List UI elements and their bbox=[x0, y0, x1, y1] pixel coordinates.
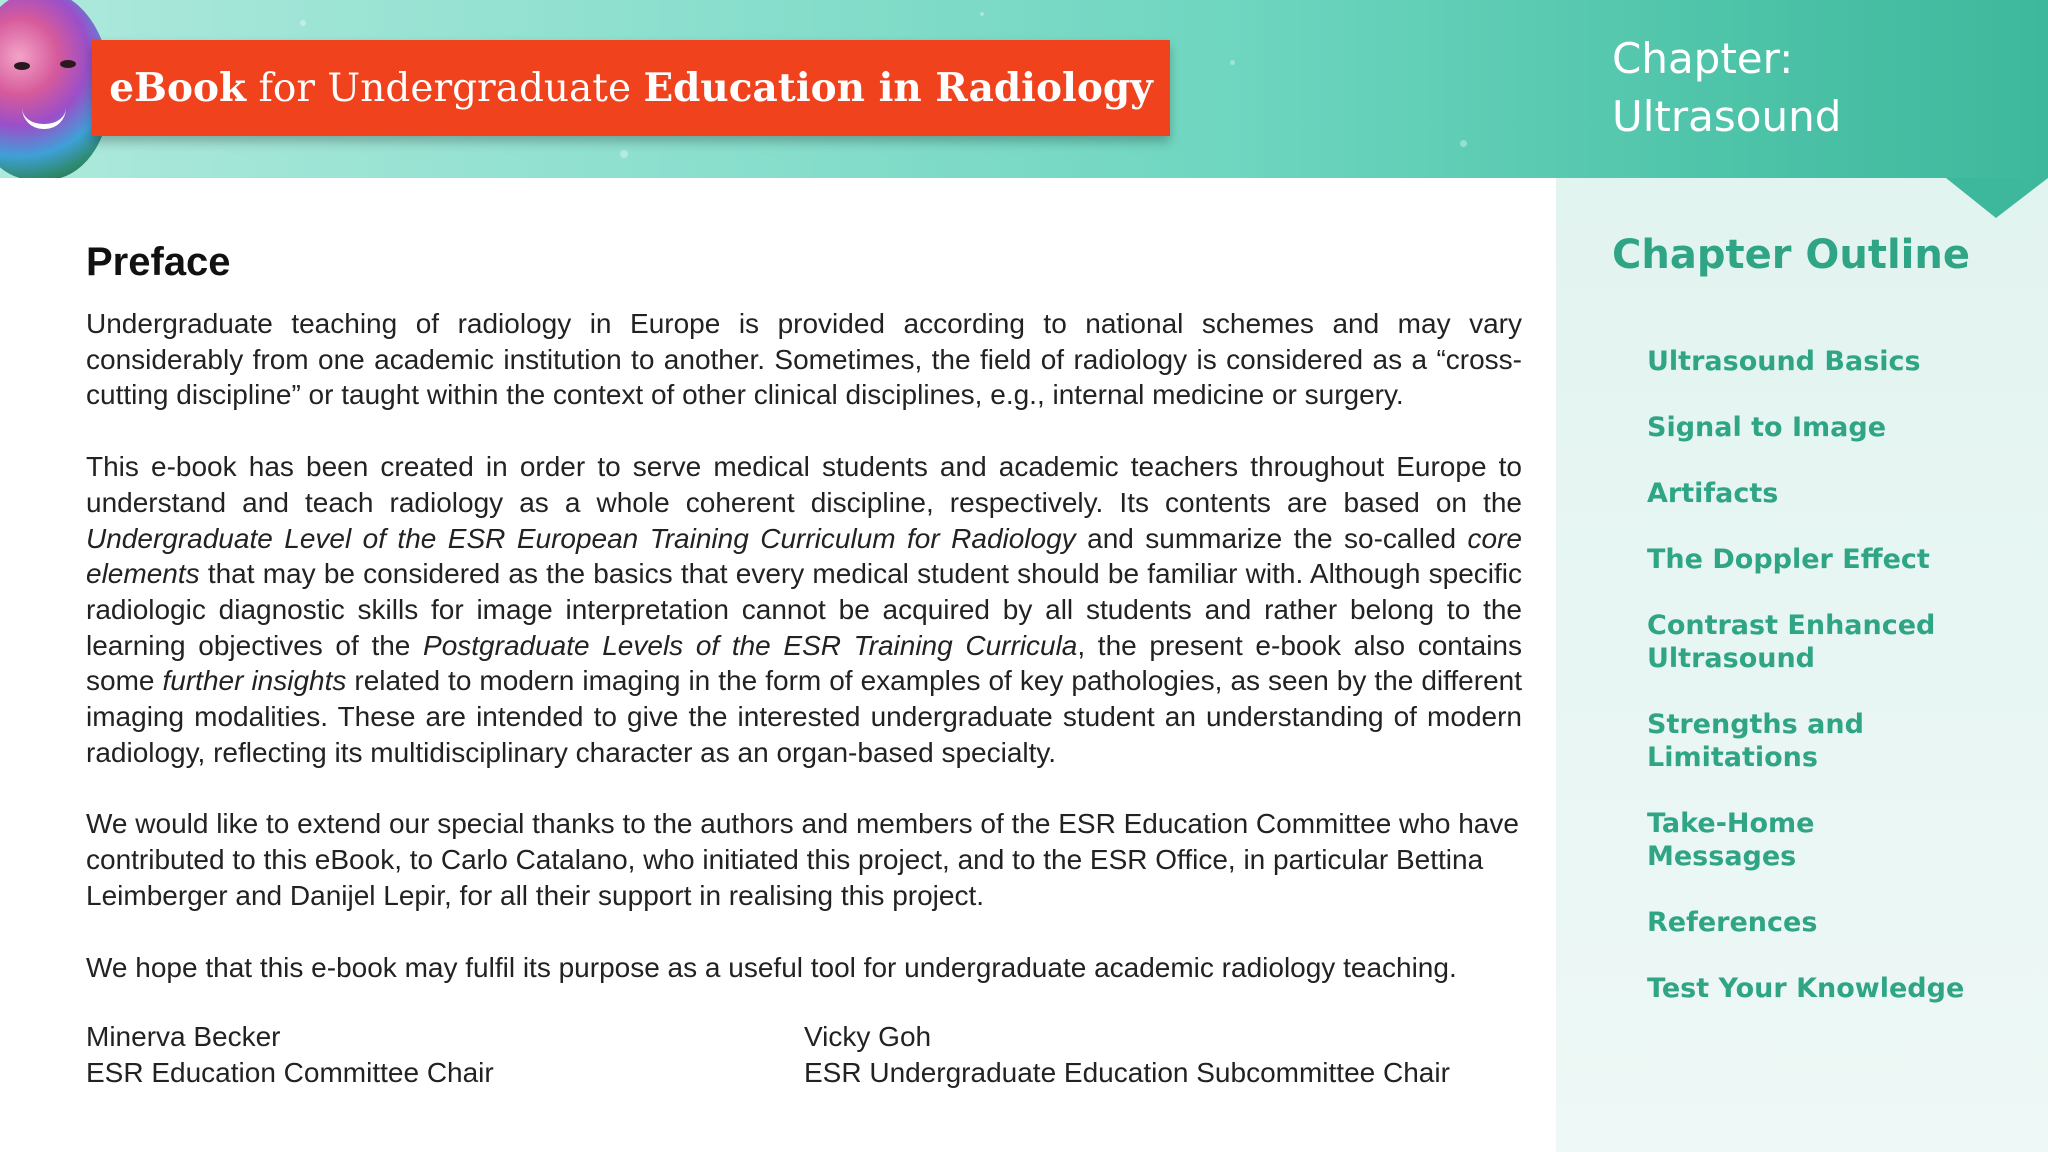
preface-paragraph-3: We would like to extend our special thanks to the authors and members of the ESR Education Committee who have contributed to this eBook, to Carlo Catalano, who initiated this project, and to the ESR Office, in particular Bettina Leimberger and Danijel Lepir, for all their support in realising this project. bbox=[86, 808, 1519, 911]
signature-name: Minerva Becker bbox=[86, 1021, 281, 1053]
outline-item-references[interactable]: References bbox=[1647, 907, 1818, 938]
ebook-title-banner bbox=[92, 40, 1170, 136]
portrait-eye bbox=[14, 62, 30, 70]
outline-item-ultrasound-basics[interactable]: Ultrasound Basics bbox=[1647, 346, 1921, 377]
speck-decoration bbox=[980, 12, 984, 16]
signature-becker bbox=[86, 1019, 804, 1091]
p2-text-a: This e-book has been created in order to serve medical students and academic teachers throughout Europe to understand and teach radiology as a whole coherent discipline, respectively. Its contents are based on the bbox=[86, 451, 1522, 518]
title-education-words: Education in Radiology bbox=[643, 65, 1153, 111]
speck-decoration bbox=[620, 150, 628, 158]
outline-item-artifacts[interactable]: Artifacts bbox=[1647, 478, 1779, 509]
portrait-eye bbox=[60, 60, 76, 68]
chapter-name: Ultrasound bbox=[1612, 92, 1842, 141]
ebook-title bbox=[109, 65, 1153, 111]
outline-item-contrast-enhanced-ultrasound[interactable]: Contrast Enhanced Ultrasound bbox=[1647, 610, 1936, 674]
header-banner bbox=[0, 0, 2048, 178]
preface-content bbox=[86, 232, 1522, 1091]
speck-decoration bbox=[1460, 140, 1467, 147]
chapter-label bbox=[1612, 30, 1841, 146]
p2-further-insights-italic: further insights bbox=[162, 665, 347, 697]
p2-text-g: , the present e-book also contains some bbox=[86, 629, 1522, 697]
speck-decoration bbox=[300, 20, 306, 26]
signature-goh bbox=[804, 1019, 1522, 1091]
signature-name: Vicky Goh bbox=[804, 1021, 932, 1053]
chapter-outline-list bbox=[1647, 345, 1967, 1038]
p2-text-e: that may be considered as the basics that every medical student should be familiar with. Although specific radiologic diagnostic skills for image interpretation cannot be acquired by all students and rather belong to the learning objectives of the bbox=[86, 558, 1522, 661]
signature-role: ESR Undergraduate Education Subcommittee Chair bbox=[804, 1057, 1450, 1089]
p2-postgraduate-italic: Postgraduate Levels of the ESR Training Curricula bbox=[423, 629, 1078, 661]
signature-role: ESR Education Committee Chair bbox=[86, 1057, 494, 1089]
outline-item-take-home-messages[interactable]: Take-Home Messages bbox=[1647, 808, 1815, 872]
chapter-prefix: Chapter: bbox=[1612, 34, 1794, 83]
preface-paragraph-1: Undergraduate teaching of radiology in Europe is provided according to national schemes and may vary considerably from one academic institution to another. Sometimes, the field of radiology is considered as a “cross-cutting discipline” or taught within the context of other clinical disciplines, e.g., internal medicine or surgery. bbox=[86, 308, 1522, 411]
signatures bbox=[86, 1019, 1522, 1091]
p2-core-elements-italic: core elements bbox=[86, 522, 1522, 590]
preface-paragraph-2 bbox=[86, 449, 1522, 770]
outline-item-doppler-effect[interactable]: The Doppler Effect bbox=[1647, 544, 1930, 575]
outline-item-strengths-limitations[interactable]: Strengths and Limitations bbox=[1647, 709, 1864, 773]
sidebar-notch-decoration bbox=[1946, 178, 2048, 218]
preface-title: Preface bbox=[86, 240, 231, 284]
outline-item-signal-to-image[interactable]: Signal to Image bbox=[1647, 412, 1887, 443]
title-ebook-word: eBook bbox=[109, 65, 247, 111]
outline-item-test-your-knowledge[interactable]: Test Your Knowledge bbox=[1647, 973, 1965, 1004]
speck-decoration bbox=[1230, 60, 1235, 65]
title-middle: for Undergraduate bbox=[246, 66, 644, 111]
p2-curriculum-italic: Undergraduate Level of the ESR European Training Curriculum for Radiology bbox=[86, 522, 1076, 554]
chapter-outline-title: Chapter Outline bbox=[1612, 232, 1970, 278]
p2-text-c: and summarize the so-called bbox=[1075, 522, 1468, 554]
preface-paragraph-4: We hope that this e-book may fulfil its purpose as a useful tool for undergraduate academic radiology teaching. bbox=[86, 951, 1457, 983]
p2-text-i: related to modern imaging in the form of examples of key pathologies, as seen by the different imaging modalities. These are intended to give the interested undergraduate student an understanding of modern radiology, reflecting its multidisciplinary character as an organ-based specialty. bbox=[86, 665, 1523, 768]
